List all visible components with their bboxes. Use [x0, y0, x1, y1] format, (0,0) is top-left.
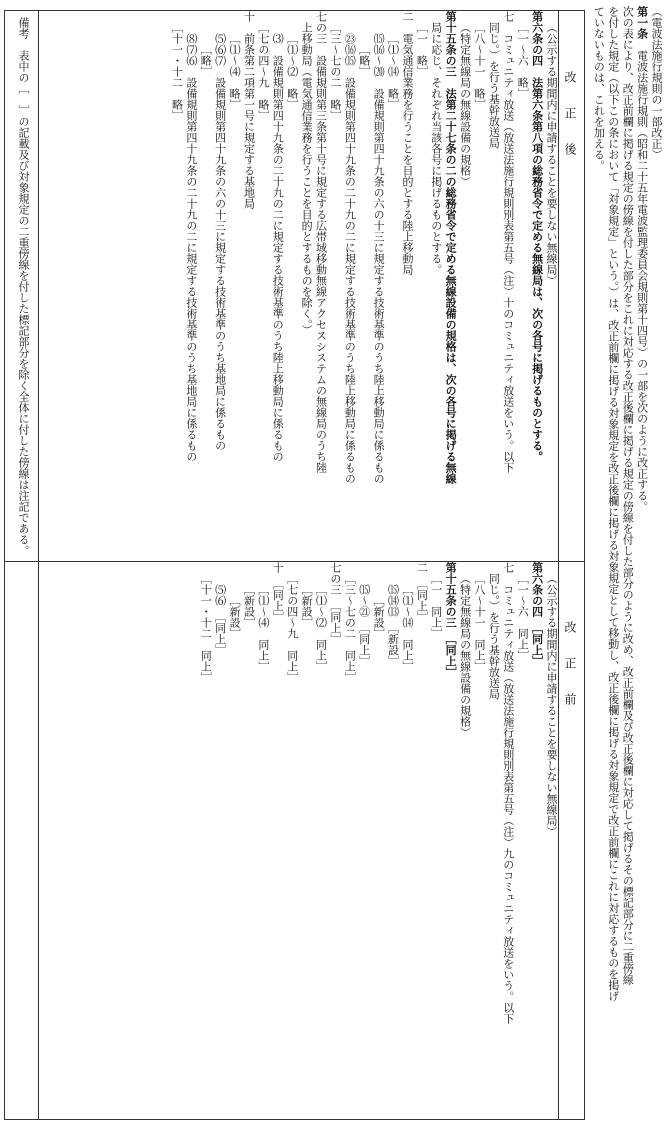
- before-line: （公示する期間内に申請することを要しない無線局）: [545, 573, 558, 837]
- preamble-line2: 次の表により、改正前欄に掲げる規定の傍線を付した部分をこれに対応する改正後欄に掲げる規定の傍線を付した部分のように改め、改正前欄及び改正後欄に対応して掲げるその標記部分に二重傍線: [621, 6, 635, 985]
- before-line: （特定無線局の無線設備の規格）: [458, 573, 472, 738]
- remark-text: 備考 表中の［ ］の記載及び対象規定の二重傍線を付した標記部分を除く全体に付した傍線は注記である。: [17, 17, 30, 556]
- article-label: 第一条: [635, 6, 649, 39]
- preamble-heading: （電波法施行規則の一部改正）: [650, 6, 663, 160]
- before-line: 第六条の四 ［同上］: [530, 562, 544, 667]
- after-line: 十 前条第二項第一号に規定する基地局: [242, 11, 256, 209]
- preamble-line3: を付した規定（以下この条において「対象規定」という。）は、改正前欄に掲げる対象規定を改正後欄に掲げる対象規定として移動し、改正後欄に掲げる対象規定で改正前欄にこれに対応するものを掲げ: [606, 6, 620, 1002]
- after-line: ［七の四～九 略］: [256, 22, 270, 121]
- before-line: 同じ。）を行う基幹放送局: [487, 573, 501, 700]
- header-before: 改 正 前: [558, 561, 584, 1120]
- before-line: 十 ［同上］: [271, 562, 285, 623]
- preamble-line1: 電波法施行規則（昭和二十五年電波監理委員会規則第十四号）の一部を次のように改正する。: [635, 50, 649, 512]
- after-line: ［⑴～⑵ 略］: [285, 33, 299, 110]
- after-line: ［略］: [357, 44, 371, 77]
- before-line: ［新設］: [242, 584, 256, 628]
- before-line: ［新設］: [228, 595, 242, 639]
- after-line: ［⑴～⑷ 略］: [228, 33, 242, 110]
- after-line: 七 コミュニティ放送（放送法施行規則別表第五号（注）十のコミュニティ放送をいう。以下: [501, 11, 515, 473]
- before-line: ⑸⑹ ［同上］: [213, 584, 227, 656]
- after-line: ⒂⒃～⒇ 設備規則第四十九条の六の十三に規定する技術基準のうち陸上移動局に係るもの: [372, 33, 386, 484]
- after-line: ⑶ 設備規則第四十九条の二十九の二に規定する技術基準のうち陸上移動局に係るもの: [271, 33, 285, 462]
- before-line: 七 コミュニティ放送（放送法施行規則別表第五号（注）九のコミュニティ放送をいう。以下: [501, 562, 515, 1024]
- before-line: 七の三 ［同上］: [328, 562, 342, 645]
- after-line: ［略］: [199, 44, 213, 77]
- after-line: （公示する期間内に申請することを要しない無線局）: [545, 22, 558, 286]
- after-line: 二 電気通信業務を行うことを目的とする陸上移動局: [400, 11, 414, 275]
- after-line: ［三～七の二 略］: [328, 22, 342, 121]
- after-line: ⑻⑺⑹ 設備規則第四十九条の二十九の二に規定する技術基準のうち基地局に係るもの: [184, 33, 198, 462]
- after-column: [169, 11, 558, 559]
- preamble: [591, 6, 663, 1116]
- before-line: ［新設］: [300, 584, 314, 628]
- before-line: ［⑴～⒁ 同上］: [400, 584, 414, 672]
- before-line: ［一 同上］: [429, 573, 443, 639]
- before-line: ［⑴～⑵ 同上］: [314, 584, 328, 672]
- before-line: 二 ［同上］: [415, 562, 429, 623]
- after-line: 第六条の四 法第六条第八項の総務省令で定める無線局は、次の各号に掲げるものとする。: [530, 11, 544, 462]
- after-line: （特定無線局の無線設備の規格）: [458, 22, 472, 187]
- preamble-article: [634, 6, 648, 1116]
- after-line: ㉓⒃⒂ 設備規則第四十九条の二十九の二に規定する技術基準のうち陸上移動局に係るもの: [343, 33, 357, 484]
- after-line: ［⑴～⒁ 略］: [386, 33, 400, 110]
- before-line: ［三～七の二 同上］: [343, 573, 357, 683]
- after-line: ［一 略］: [415, 22, 429, 77]
- after-line: 上移動局（電気通信業務を行うことを目的とするものを除く。）: [300, 22, 314, 336]
- after-line: 同じ。）を行う基幹放送局: [487, 22, 501, 149]
- before-line: ［八～十一 同上］: [472, 573, 486, 672]
- before-line: ⒂⒁⒀ ［新設］: [386, 584, 400, 667]
- before-line: ［新設］: [372, 595, 386, 639]
- before-line: ［一～六 同上］: [516, 573, 530, 661]
- remark-column: [5, 11, 39, 1119]
- comparison-table: [4, 10, 585, 1120]
- after-line: ［一～六 略］: [516, 22, 530, 99]
- before-line: ［七の四～九 同上］: [285, 573, 299, 683]
- after-line: 七の三 設備規則第三条第十号に規定する広帯域移動無線アクセスシステムの無線局のうち陸: [314, 11, 328, 473]
- after-line: ⑸⑹⑺ 設備規則第四十九条の六の十三に規定する技術基準のうち基地局に係るもの: [213, 33, 227, 451]
- after-line: ［八～十一 略］: [472, 22, 486, 110]
- before-column: [198, 562, 558, 1110]
- before-line: ［⑴～⑷ 同上］: [256, 584, 270, 672]
- preamble-line4: ていないものは、これを加える。: [592, 6, 606, 171]
- before-line: 第十五条の三 ［同上］: [444, 562, 458, 678]
- before-line: ⒂～㉑ ［同上］: [357, 584, 371, 667]
- after-line: 局に応じ、それぞれ当該各号に掲げるものとする。: [429, 22, 443, 275]
- after-line: 第十五条の三 法第二十七条の二の総務省令で定める無線設備の規格は、次の各号に掲げる無線: [444, 11, 458, 484]
- before-line: ［十一・十二 同上］: [199, 573, 213, 683]
- header-after: 改 正 後: [558, 11, 584, 561]
- after-line: ［十一・十二 略］: [170, 22, 184, 121]
